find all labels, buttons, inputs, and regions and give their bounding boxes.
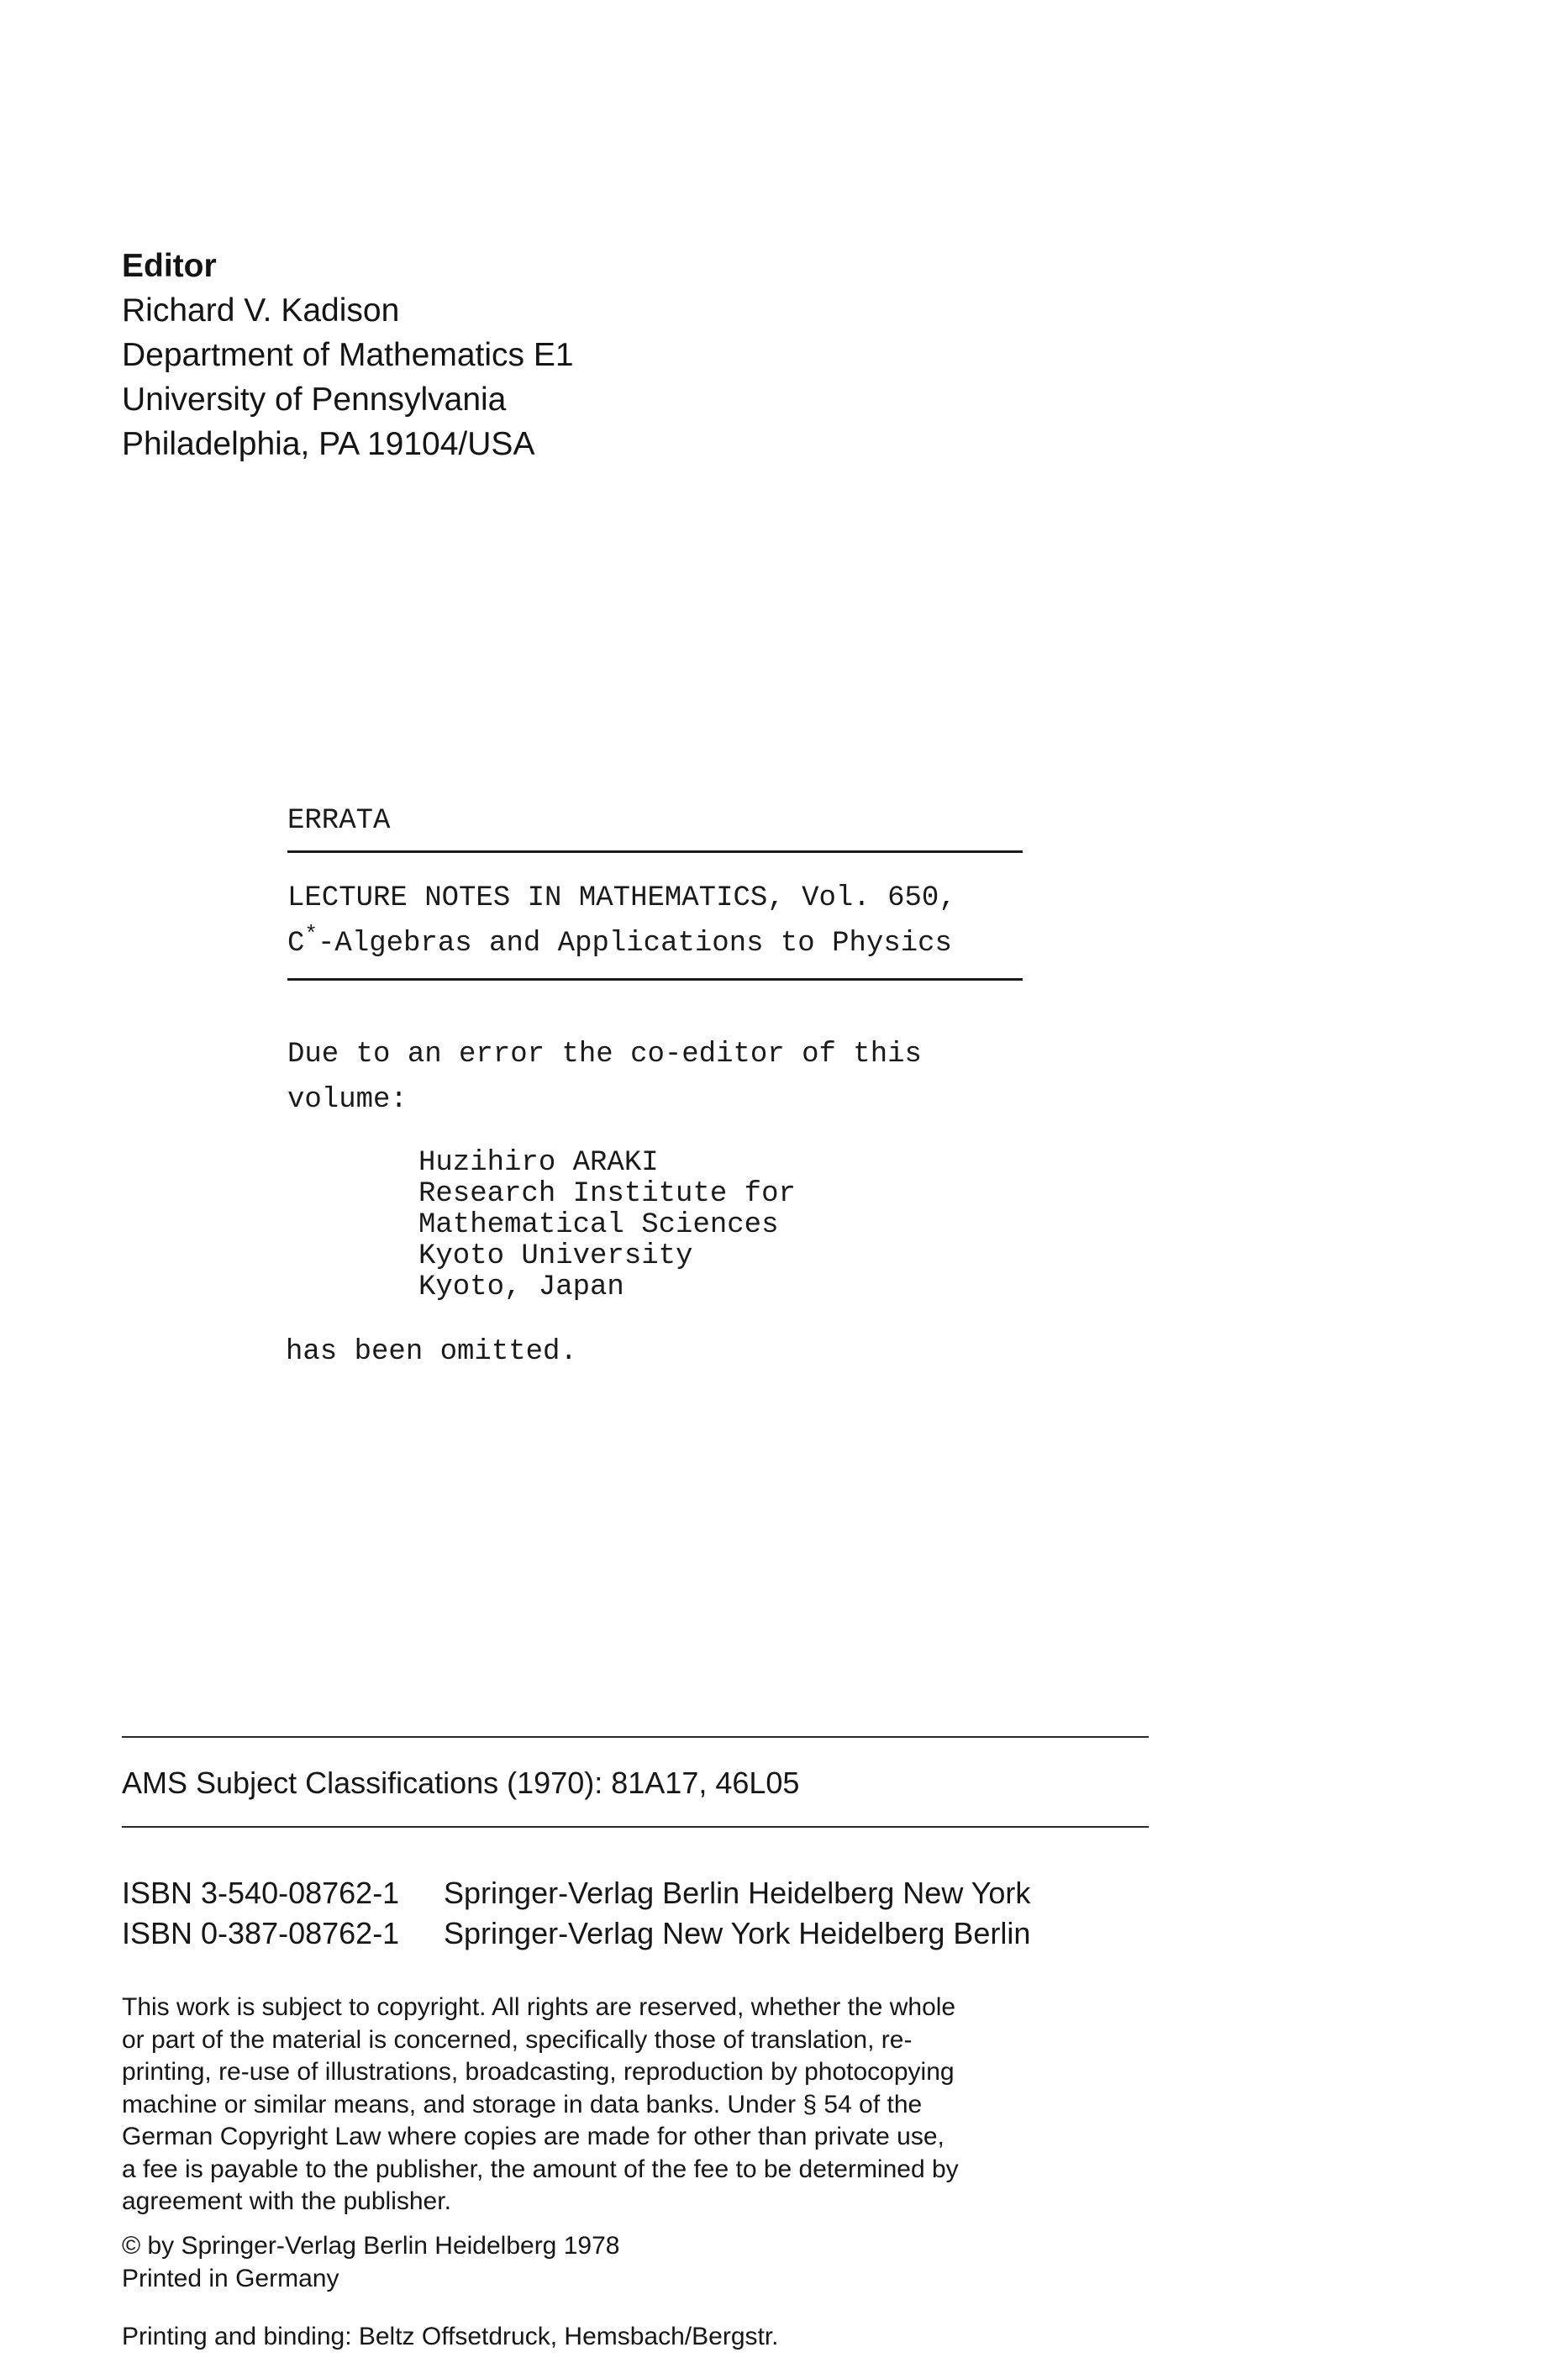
errata-series-line: LECTURE NOTES IN MATHEMATICS, Vol. 650, xyxy=(287,882,956,914)
editor-name: Richard V. Kadison xyxy=(122,292,400,329)
printing-binding: Printing and binding: Beltz Offsetdruck, Hemsbach/Bergstr. xyxy=(122,2323,779,2350)
imprint-block xyxy=(122,2230,619,2295)
errata-title-star: * xyxy=(304,922,318,947)
errata-label: ERRATA xyxy=(287,805,391,837)
editor-block xyxy=(122,244,574,466)
editor-department: Department of Mathematics E1 xyxy=(122,337,574,373)
copyright-notice-line: German Copyright Law where copies are made for other than private use, xyxy=(122,2123,944,2150)
copyright-notice-line: machine or similar means, and storage in data banks. Under § 54 of the xyxy=(122,2090,923,2118)
errata-bottom-rule xyxy=(287,978,1023,981)
copyright-notice-line: printing, re-use of illustrations, broadcasting, reproduction by photocopying xyxy=(122,2058,955,2086)
copyright-notice-line: agreement with the publisher. xyxy=(122,2187,451,2215)
isbn-publisher: Springer-Verlag Berlin Heidelberg New York xyxy=(444,1876,1031,1910)
copyright-line: © by Springer-Verlag Berlin Heidelberg 1978 xyxy=(122,2232,620,2260)
errata-volume-title xyxy=(287,922,952,960)
address-name: Huzihiro ARAKI xyxy=(418,1147,659,1179)
errata-top-rule xyxy=(287,850,1023,853)
address-city: Kyoto, Japan xyxy=(418,1271,624,1303)
errata-address-block xyxy=(418,1148,796,1303)
copyright-notice-line: or part of the material is concerned, specifically those of translation, re- xyxy=(122,2025,913,2054)
errata-notice-line1: Due to an error the co-editor of this xyxy=(287,1039,922,1071)
isbn-code: ISBN 0-387-08762-1 xyxy=(122,1916,400,1950)
isbn-row xyxy=(122,1873,1030,1913)
isbn-code: ISBN 3-540-08762-1 xyxy=(122,1876,400,1910)
isbn-publisher: Springer-Verlag New York Heidelberg Berlin xyxy=(444,1916,1031,1950)
classification-bottom-rule xyxy=(122,1826,1149,1828)
errata-closing: has been omitted. xyxy=(286,1336,577,1368)
isbn-row xyxy=(122,1913,1030,1954)
editor-city: Philadelphia, PA 19104/USA xyxy=(122,426,535,462)
editor-heading: Editor xyxy=(122,248,217,284)
copyright-notice-line: a fee is payable to the publisher, the amount of the fee to be determined by xyxy=(122,2155,959,2183)
copyright-notice-line: This work is subject to copyright. All rights are reserved, whether the whole xyxy=(122,1993,956,2021)
address-sciences: Mathematical Sciences xyxy=(418,1209,779,1241)
errata-title-prefix: C xyxy=(287,928,305,960)
address-institute: Research Institute for xyxy=(418,1178,796,1210)
editor-university: University of Pennsylvania xyxy=(122,382,507,418)
errata-title-rest: -Algebras and Applications to Physics xyxy=(318,928,952,960)
errata-notice-line2: volume: xyxy=(287,1084,408,1116)
isbn-block xyxy=(122,1873,1030,1954)
copyright-notice xyxy=(122,1992,959,2218)
printed-in: Printed in Germany xyxy=(122,2264,339,2292)
ams-classification: AMS Subject Classifications (1970): 81A17, 46L05 xyxy=(122,1766,800,1800)
classification-top-rule xyxy=(122,1736,1149,1738)
address-university: Kyoto University xyxy=(418,1240,693,1272)
